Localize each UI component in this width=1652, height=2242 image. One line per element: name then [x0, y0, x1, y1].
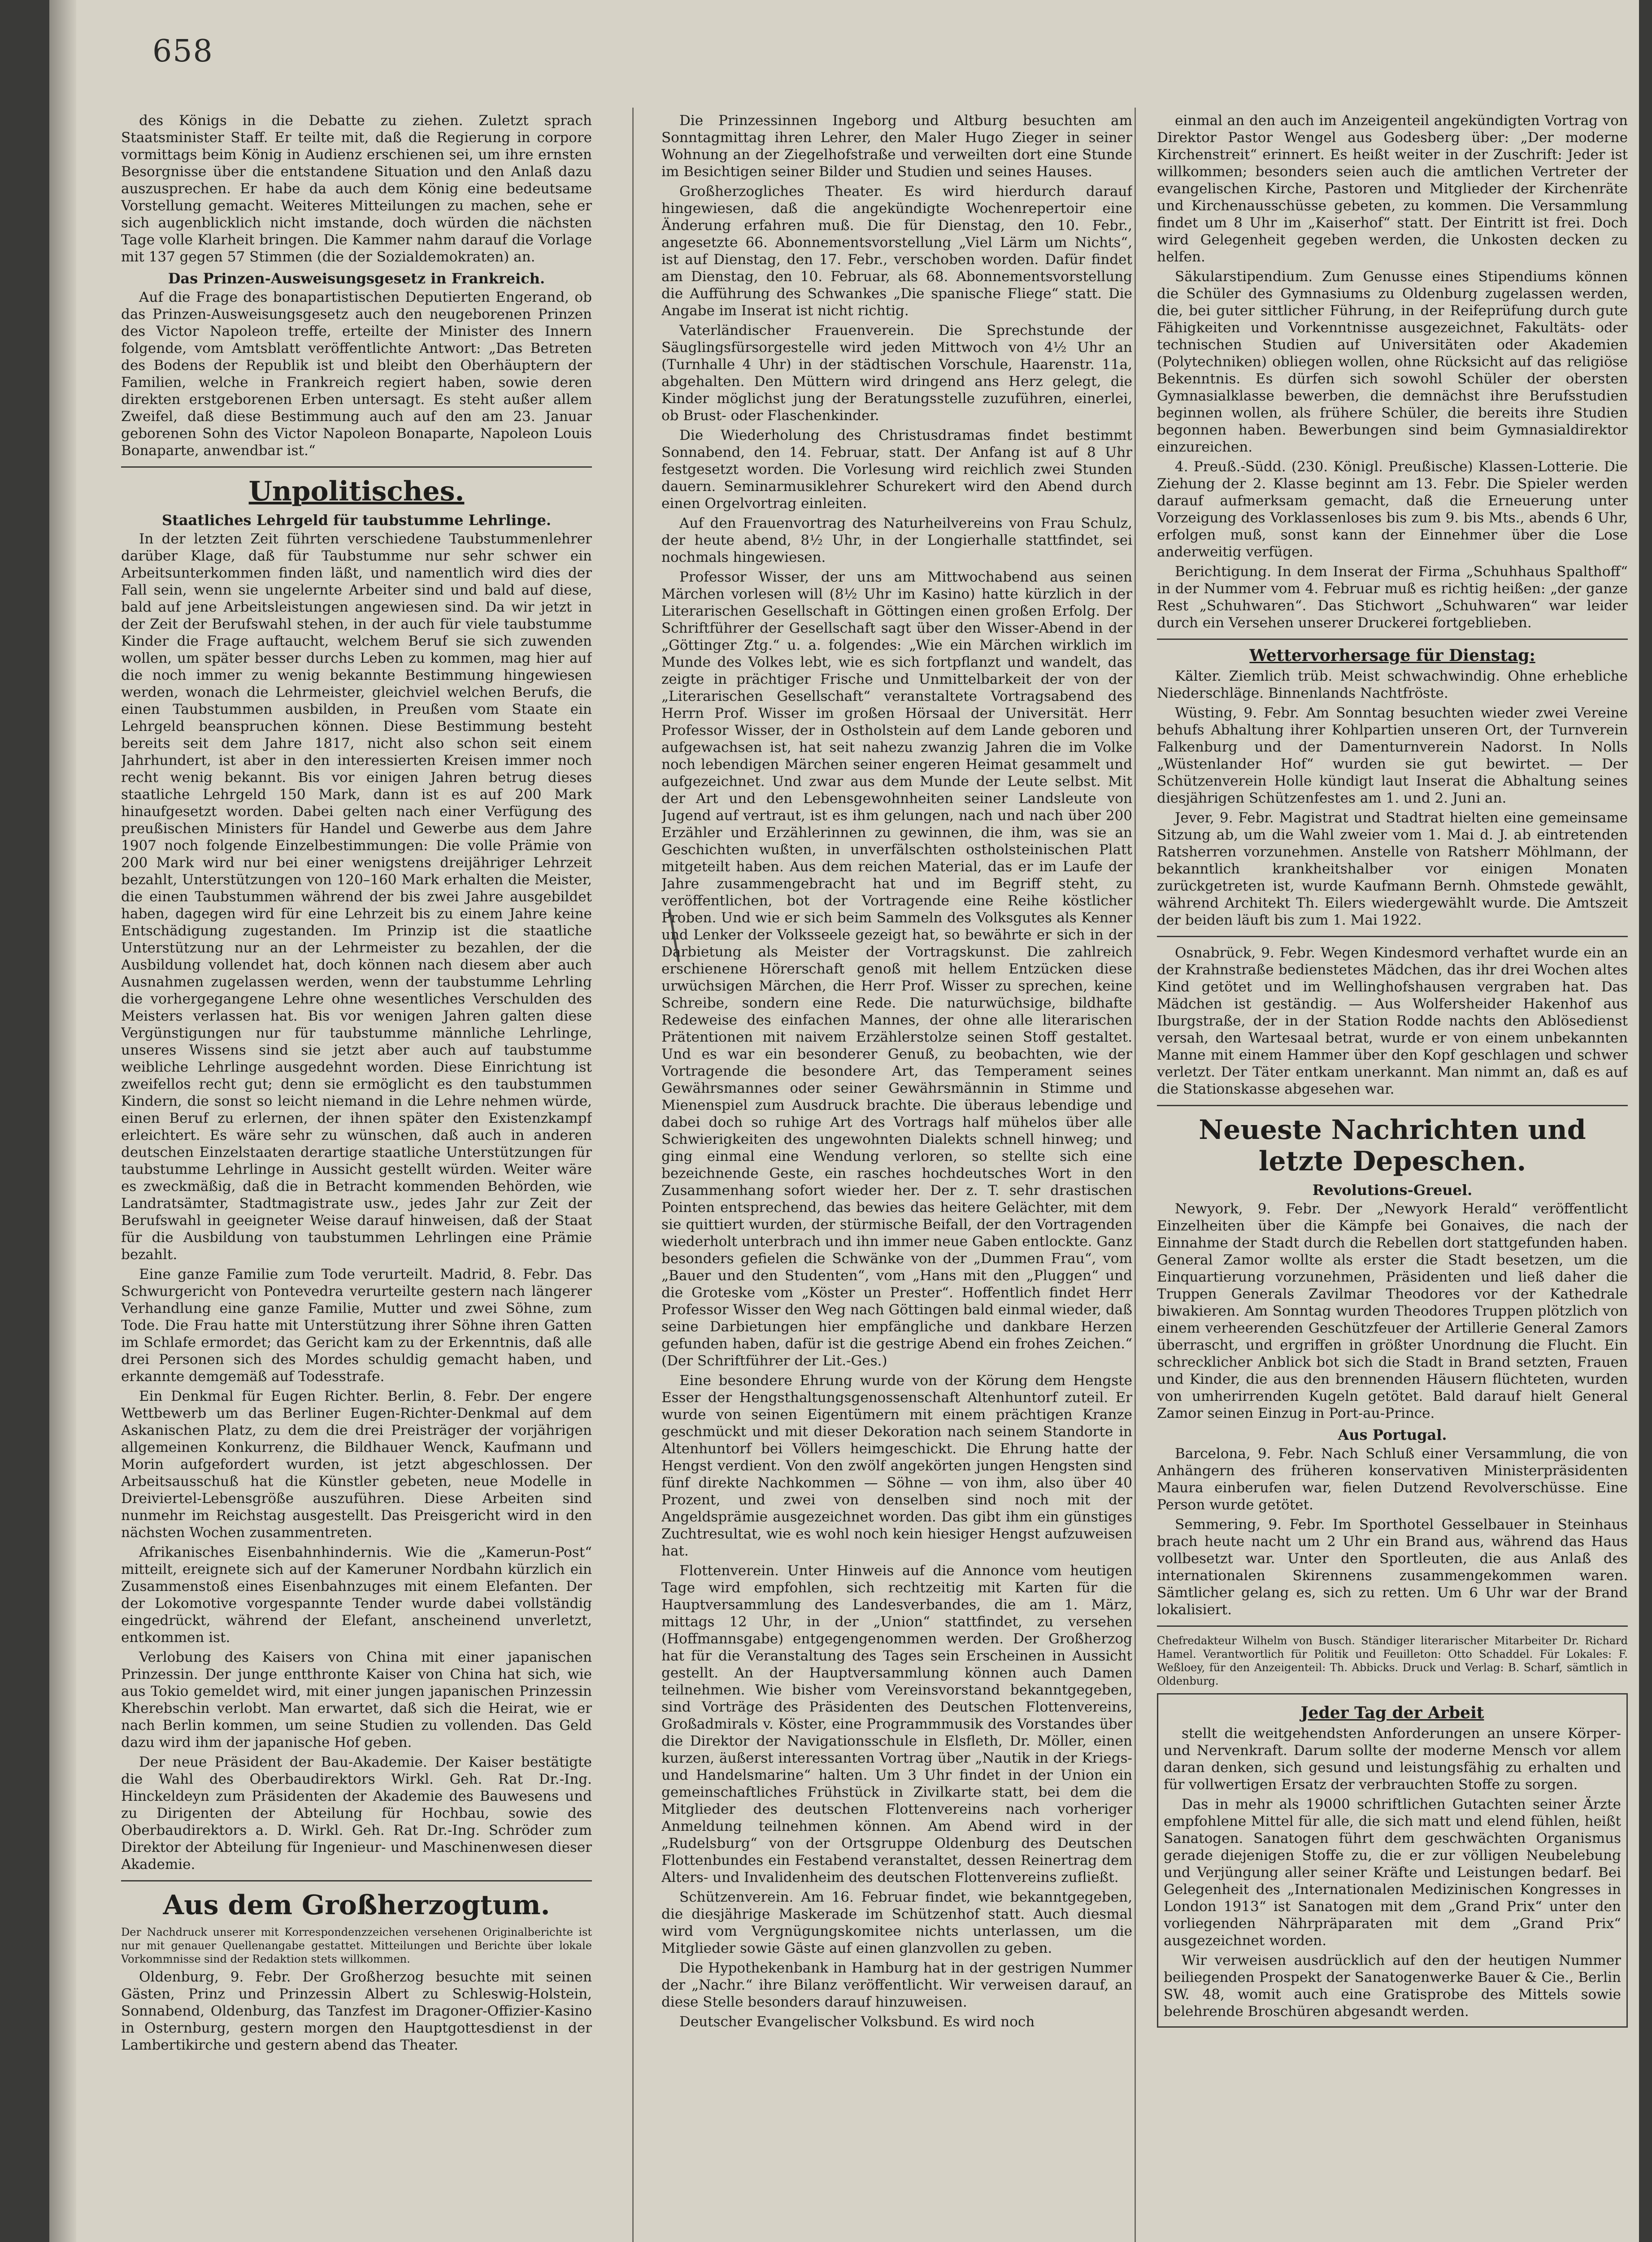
column-rule: [632, 108, 634, 2242]
advertisement-text: stellt die weitgehendsten Anforderungen an unsere Körper- und Nervenkraft. Darum sollte der moderne Mensch vor allem daran denken, sich gesund und leistungsfähig zu erhalten und für vollwertigen Ersatz der verbrauchten Stoffe zu sorgen.: [1164, 1725, 1621, 1793]
article-heading: Staatliches Lehrgeld für taubstumme Lehrlinge.: [161, 512, 551, 529]
article-paragraph: Säkularstipendium. Zum Genusse eines Stipendiums können die Schüler des Gymnasiums zu Oldenburg zugelassen werden, die, bei guter sittlicher Führung, in der Reifeprüfung durch gute Fähigkeiten und Vorkenntnisse ausgezeichnet, Fakultäts- oder technischen Studien auf Universitäten oder Akademien (Polytechniken) obliegen wollen, ohne Rücksicht auf das religiöse Bekenntnis. Es dürfen sich sowohl Schüler der obersten Gymnasialklasse bewerben, die demnächst ihre Berufsstudien beginnen wollen, als frühere Schüler, die bereits ihre Studien begonnen haben. Bewerbungen sind beim Gymnasialdirektor einzureichen.: [1157, 269, 1628, 455]
weather-forecast: Kälter. Ziemlich trüb. Meist schwachwindig. Ohne erhebliche Niederschläge. Binnenlands Nachtfröste.: [1157, 668, 1628, 701]
article-paragraph: Eine ganze Familie zum Tode verurteilt. Madrid, 8. Febr. Das Schwurgericht von Pontevedra verurteilte gestern nach längerer Verhandlung eine ganze Familie, Mutter und zwei Söhne, zum Tode. Die Frau hatte mit Unterstützung ihrer Söhne ihren Gatten im Schlafe ermordet; das Gericht kam zu der Erkenntnis, daß alle drei Personen sich des Mordes schuldig gemacht haben, und erkannte demgemäß auf Todesstrafe.: [121, 1266, 592, 1385]
article-paragraph: Flottenverein. Unter Hinweis auf die Annonce vom heutigen Tage wird empfohlen, sich rechtzeitig mit Karten für die Hauptversammlung des Landesverbandes, die am 1. März, mittags 12 Uhr, in der „Union“ stattfindet, zu versehen (Hoffmannsgabe) entgegengenommen werden. Der Großherzog hat für die Veranstaltung des Tages sein Erscheinen in Aussicht gestellt. An der Hauptversammlung können auch Damen teilnehmen. Wie bisher vom Vereinsvorstand bekanntgegeben, sind Vorträge des Präsidenten des Deutschen Flottenvereins, Großadmirals v. Köster, eine Programmmusik des Vorstandes über die Direktor der Navigationsschule in Elsfleth, Dr. Möller, einen kurzen, äußerst interessanten Vortrag über „Nautik in der Kriegs- und Handelsmarine“ halten. Um 3 Uhr findet in der Union ein gemeinschaftliches Frühstück in Zivilkarte statt, bei dem die Mitglieder des deutschen Flottenvereins nach vorheriger Anmeldung teilnehmen können. Am Abend wird in der „Rudelsburg“ von der Ortsgruppe Oldenburg des Deutschen Flottenbundes ein Festabend veranstaltet, dessen Reinertrag dem Alters- und Invalidenheim des deutschen Flottenvereins zufließt.: [661, 1563, 1132, 1886]
article-paragraph: Semmering, 9. Febr. Im Sporthotel Gesselbauer in Steinhaus brach heute nacht um 2 Uhr ein Brand aus, während das Haus vollbesetzt war. Unter den Sportleuten, die aus Anlaß des internationalen Skirennens zusammengekommen waren. Sämtlicher gelang es, sich zu retten. Um 6 Uhr war der Brand lokalisiert.: [1157, 1516, 1628, 1618]
article-paragraph: Die Hypothekenbank in Hamburg hat in der gestrigen Nummer der „Nachr.“ ihre Bilanz veröffentlicht. Wir verweisen darauf, an diese Stelle besonders darauf hinzuweisen.: [661, 1960, 1132, 2010]
article-paragraph: Vaterländischer Frauenverein. Die Sprechstunde der Säuglingsfürsorgestelle wird jeden Mittwoch von 4½ Uhr an (Turnhalle 4 Uhr) in der städtischen Vorschule, Haarenstr. 11a, abgehalten. Den Müttern wird dringend ans Herz gelegt, die Kinder möglichst jung der Beratungsstelle zuzuführen, einerlei, ob Brust- oder Flaschenkinder.: [661, 322, 1132, 424]
divider: [1157, 936, 1628, 937]
article-paragraph: einmal an den auch im Anzeigenteil angekündigten Vortrag von Direktor Pastor Wengel aus Godesberg über: „Der moderne Kirchenstreit“ erinnert. Es heißt weiter in der Zuschrift: Jeder ist willkommen; besonders seien auch die amtlichen Vertreter der evangelischen Kirche, Pastoren und Mitglieder der Kirchenräte und Kirchenausschüsse gebeten, zu kommen. Die Versammlung findet um 8 Uhr im „Kaiserhof“ statt. Der Eintritt ist frei. Doch wird Gelegenheit gegeben werden, die Unkosten decken zu helfen.: [1157, 113, 1628, 265]
article-paragraph: Jever, 9. Febr. Magistrat und Stadtrat hielten eine gemeinsame Sitzung ab, um die Wahl zweier vom 1. Mai d. J. ab eintretenden Ratsherren vorzunehmen. Anstelle von Ratsherr Möhlmann, der bekanntlich krankheitshalber vor einigen Monaten zurückgetreten ist, wurde Kaufmann Bernh. Ohmstede gewählt, während Architekt Th. Eilers wiedergewählt wurde. Die Amtszeit der beiden läuft bis zum 1. Mai 1922.: [1157, 810, 1628, 928]
divider: [121, 1880, 592, 1881]
editorial-note: Der Nachdruck unserer mit Korrespondenzzeichen versehenen Originalberichte ist nur mit genauer Quellenangabe gestattet. Mitteilungen und Berichte über lokale Vorkommnisse sind der Redaktion stets willkommen.: [121, 1926, 592, 1965]
column-2: [661, 112, 1132, 2242]
binding-gutter: [49, 0, 76, 2242]
article-heading: Aus Portugal.: [1338, 1426, 1447, 1443]
article-paragraph: 4. Preuß.-Südd. (230. Königl. Preußische) Klassen-Lotterie. Die Ziehung der 2. Klasse beginnt am 13. Febr. Die Spieler werden darauf aufmerksam gemacht, daß die Erneuerung unter Vorzeigung des Vorklassenloses bis zum 9. bis Mts., abends 6 Uhr, erfolgen muß, sonst kann der Einnehmer über die Lose anderweitig verfügen.: [1157, 459, 1628, 560]
divider: [121, 466, 592, 468]
article-paragraph: des Königs in die Debatte zu ziehen. Zuletzt sprach Staatsminister Staff. Er teilte mit, daß die Regierung in corpore vormittags beim König in Audienz erschienen sei, um ihre ernsten Besorgnisse über die entstandene Situation und den Anlaß dazu auszusprechen. Er habe da auch dem König eine bedeutsame Vorstellung gemacht. Weiteres Mitteilungen zu machen, sehe er sich augenblicklich nicht imstande, doch würden die nächsten Tage volle Klarheit bringen. Die Kammer nahm darauf die Vorlage mit 137 gegen 57 Stimmen (die der Sozialdemokraten) an.: [121, 113, 592, 265]
article-heading: Revolutions-Greuel.: [1312, 1182, 1473, 1199]
article-paragraph: Wüsting, 9. Febr. Am Sonntag besuchten wieder zwei Vereine behufs Abhaltung ihrer Kohlpartien unseren Ort, der Turnverein Falkenburg und der Damenturnverein Nadorst. In Nolls „Wüstenlander Hof“ wurden sie gut bewirtet. — Der Schützenverein Holle kündigt laut Inserat die Abhaltung seines diesjährigen Schützenfestes am 1. und 2. Juni an.: [1157, 705, 1628, 806]
article-paragraph: Schützenverein. Am 16. Februar findet, wie bekanntgegeben, die diesjährige Maskerade im Schützenhof statt. Auch diesmal wird vom Vergnügungskomitee nichts unterlassen, um die Mitglieder sowie Gäste auf einen glanzvollen zu geben.: [661, 1889, 1132, 1956]
article-paragraph: Barcelona, 9. Febr. Nach Schluß einer Versammlung, die von Anhängern des früheren konservativen Ministerpräsidenten Maura einberufen war, fielen Dutzend Revolverschüsse. Eine Person wurde getötet.: [1157, 1446, 1628, 1513]
divider: [1157, 1105, 1628, 1106]
newspaper-page: [49, 0, 1639, 2242]
column-3: [1157, 112, 1628, 2242]
page-number: 658: [152, 34, 213, 69]
article-paragraph: Eine besondere Ehrung wurde von der Körung dem Hengste Esser der Hengsthaltungsgenossenschaft Altenhuntorf zuteil. Er wurde von seinen Eigentümern mit einem prächtigen Kranze geschmückt und mit dieser Dekoration nach seinem Standorte in Altenhuntorf bei Völlers heimgeschickt. Die Ehrung hatte der Hengst verdient. Von den zwölf angekörten jungen Hengsten sind fünf direkte Nachkommen — Söhne — von ihm, also über 40 Prozent, und zwei von denselben sind noch mit der Angeldsprämie ausgezeichnet worden. Das gibt ihm ein günstiges Zuchtresultat, wie es wohl noch kein hiesiger Hengst aufzuweisen hat.: [661, 1373, 1132, 1559]
article-paragraph: Osnabrück, 9. Febr. Wegen Kindesmord verhaftet wurde ein an der Krahnstraße bedienstetes Mädchen, das ihr drei Wochen altes Kind getötet und im Wellinghofshausen vergraben hat. Das Mädchen ist geständig. — Aus Wolfersheider Hakenhof aus Iburgstraße, der in der Station Rodde nachts den Ablösedienst versah, den Wartesaal betrat, wurde er von einem unbekannten Manne mit einem Hammer über den Kopf geschlagen und schwer verletzt. Der Täter entkam unerkannt. Man nimmt an, daß es auf die Stationskasse abgesehen war.: [1157, 945, 1628, 1097]
advertisement-text: Wir verweisen ausdrücklich auf den der heutigen Nummer beiliegenden Prospekt der Sanatogenwerke Bauer & Cie., Berlin SW. 48, womit auch eine Gratisprobe des Mittels sowie belehrende Broschüren abgesandt werden.: [1164, 1952, 1621, 2020]
article-paragraph: Professor Wisser, der uns am Mittwochabend aus seinen Märchen vorlesen will (8½ Uhr im Kasino) hatte kürzlich in der Literarischen Gesellschaft in Göttingen einen großen Erfolg. Der Schriftführer der Gesellschaft sagt über den Wisser-Abend in der „Göttinger Ztg.“ u. a. folgendes: „Wie ein Märchen wirklich im Munde des Volkes lebt, wie es sich fortpflanzt und wandelt, das zeigte in prächtiger Frische und Unmittelbarkeit der von der „Literarischen Gesellschaft“ veranstaltete Vortragsabend des Herrn Prof. Wisser im großen Hörsaal der Universität. Herr Professor Wisser, der in Ostholstein auf dem Lande geboren und aufgewachsen ist, hat seit nahezu zwanzig Jahren die im Volke noch lebendigen Märchen seiner engeren Heimat gesammelt und aufgezeichnet. Und zwar aus dem Munde der Leute selbst. Mit der Art und den Lebensgewohnheiten seiner Landsleute von Jugend auf vertraut, ist es ihm gelungen, nach und nach über 200 Erzähler und Erzählerinnen zu gewinnen, die ihm, was sie an Geschichten wußten, in unverfälschten ostholsteinischen Platt mitgeteilt haben. Aus dem reichen Material, das er im Laufe der Jahre zusammengebracht hat und im Begriff steht, zu veröffentlichen, bot der Vortragende eine Reihe köstlicher Proben. Und wie er sich beim Sammeln des Volksgutes als Kenner und Lenker der Volksseele gezeigt hat, so bewährte er sich in der Darbietung als Meister der Vortragskunst. Die zahlreich erschienene Hörerschaft genoß mit hellem Entzücken diese urwüchsigen Märchen, die Herr Prof. Wisser zu sprechen, keine Schreibe, sondern eine Rede. Die naturwüchsige, bildhafte Redeweise des einfachen Mannes, der ohne alle literarischen Prätentionen mit naivem Erzählerstolze seinen Stoff gestaltet. Und es war ein besonderer Genuß, zu beobachten, wie der Vortragende die besondere Art, das Temperament seines Gewährsmannes oder seiner Gewährsmännin in Stimme und Mienenspiel zum Ausdruck brachte. Die überaus lebendige und dabei doch so ruhige Art des Vortrags half mühelos über alle Schwierigkeiten des ungewohnten Dialekts schnell hinweg; und ging einmal eine Wendung verloren, so stellte sich eine bezeichnende Geste, ein rasches hochdeutsches Wort in den Zusammenhang sofort wieder her. Der z. T. sehr drastischen Pointen entsprechend, das bewies das heitere Gelächter, mit dem sie quittiert wurden, der stürmische Beifall, der den Vortragenden wiederholt unterbrach und ihn immer neue Gaben entlockte. Ganz besonders gefielen die Schwänke von der „Dummen Frau“, vom „Bauer und den Studenten“, vom „Hans mit den „Pluggen“ und die Groteske vom „Köster un Prester“. Hoffentlich findet Herr Professor Wisser den Weg nach Göttingen bald einmal wieder, daß seine Darbietungen hier empfängliche und dankbare Herzen gefunden haben, dafür ist die gestrige Abend ein frohes Zeichen.“ (Der Schriftführer der Lit.-Ges.): [661, 569, 1132, 1369]
weather-heading: Wettervorhersage für Dienstag:: [1249, 646, 1535, 665]
section-heading: Neueste Nachrichten und letzte Depeschen.: [1199, 1114, 1586, 1177]
article-paragraph: Auf den Frauenvortrag des Naturheilvereins von Frau Schulz, der heute abend, 8½ Uhr, in der Longierhalle stattfindet, sei nochmals hingewiesen.: [661, 515, 1132, 565]
article-paragraph: Oldenburg, 9. Febr. Der Großherzog besuchte mit seinen Gästen, Prinz und Prinzessin Albert zu Schleswig-Holstein, Sonnabend, Oldenburg, das Tanzfest im Dragoner-Offizier-Kasino in Osternburg, gestern morgen den Hauptgottesdienst in der Lambertikirche und gestern abend das Theater.: [121, 1969, 592, 2053]
imprint: Chefredakteur Wilhelm von Busch. Ständiger literarischer Mitarbeiter Dr. Richard Hamel. Verantwortlich für Politik und Feuilleton: Otto Schaddel. Für Lokales: F. Weßloey, für den Anzeigenteil: Th. Abbicks. Druck und Verlag: B. Scharf, sämtlich in Oldenburg.: [1157, 1634, 1628, 1687]
advertisement-box: [1157, 1693, 1628, 2028]
column-rule: [1135, 108, 1136, 2242]
article-paragraph: Auf die Frage des bonapartistischen Deputierten Engerand, ob das Prinzen-Ausweisungsgesetz auch den neugeborenen Prinzen des Victor Napoleon treffe, erteilte der Minister des Innern folgende, vom Amtsblatt veröffentlichte Antwort: „Das Betreten des Bodens der Republik ist und bleibt den Oberhäuptern der Familien, welche in Frankreich regiert haben, sowie deren direkten erstgeborenen Erben untersagt. Es steht außer allem Zweifel, daß diese Bestimmung auch auf den am 23. Januar geborenen Sohn des Victor Napoleon Bonaparte, Napoleon Louis Bonaparte, anwendbar ist.“: [121, 289, 592, 459]
article-paragraph: Newyork, 9. Febr. Der „Newyork Herald“ veröffentlicht Einzelheiten über die Kämpfe bei Gonaives, die nach der Einnahme der Stadt durch die Rebellen dort stattgefunden haben. General Zamor wollte als erster die Stadt besetzen, um die Einquartierung vorzunehmen, Präsidenten und ließ daher die Truppen Generals Zavilmar Theodores vor der Kathedrale biwakieren. Am Sonntag wurden Theodores Truppen plötzlich von einem verheerenden Geschützfeuer der Artillerie General Zamors überrascht, und ergriffen in größter Unordnung die Flucht. Ein schrecklicher Anblick bot sich die Stadt in Brand setzten, Frauen und Kinder, die aus den brennenden Häusern flüchteten, wurden von umherirrenden Kugeln getötet. Bald darauf hielt General Zamor seinen Einzug in Port-au-Prince.: [1157, 1201, 1628, 1421]
divider: [1157, 1625, 1628, 1627]
divider: [1157, 639, 1628, 640]
article-paragraph: Deutscher Evangelischer Volksbund. Es wird noch: [679, 2014, 1035, 2030]
article-paragraph: Verlobung des Kaisers von China mit einer japanischen Prinzessin. Der junge entthronte Kaiser von China hat sich, wie aus Tokio gemeldet wird, mit einer jungen japanischen Prinzessin Kherebschin verlobt. Man erwartet, daß sich die Heirat, wie er nach Berlin kommen, um seine Studien zu vollenden. Das Geld dazu wird ihm der japanische Hof geben.: [121, 1649, 592, 1751]
column-1: [121, 112, 592, 2242]
section-heading: Aus dem Großherzogtum.: [163, 1890, 550, 1921]
article-paragraph: Die Wiederholung des Christusdramas findet bestimmt Sonnabend, den 14. Februar, statt. Der Anfang ist auf 8 Uhr festgesetzt worden. Die Vorlesung wird reichlich zwei Stunden dauern. Seminarmusiklehrer Schurekert wird den Abend durch einen Orgelvortrag einleiten.: [661, 427, 1132, 512]
article-paragraph: Der neue Präsident der Bau-Akademie. Der Kaiser bestätigte die Wahl des Oberbaudirektors Wirkl. Geh. Rat Dr.-Ing. Hinckeldeyn zum Präsidenten der Akademie des Bauwesens und zu Dirigenten der Abteilung für Hochbau, sowie des Oberbaudirektors a. D. Wirkl. Geh. Rat Dr.-Ing. Schröder zum Direktor der Abteilung für Ingenieur- und Maschinenwesen dieser Akademie.: [121, 1754, 592, 1873]
article-heading: Das Prinzen-Ausweisungsgesetz in Frankreich.: [168, 270, 545, 287]
section-heading: Unpolitisches.: [248, 476, 465, 507]
advertisement-heading: Jeder Tag der Arbeit: [1300, 1703, 1484, 1722]
article-paragraph: Afrikanisches Eisenbahnhindernis. Wie die „Kamerun-Post“ mitteilt, ereignete sich auf der Kameruner Nordbahn kürzlich ein Zusammenstoß eines Eisenbahnzuges mit einem Elefanten. Der der Lokomotive vorgespannte Tender wurde dabei vollständig eingedrückt, während der Elefant, anscheinend unverletzt, entkommen ist.: [121, 1544, 592, 1646]
article-paragraph: Ein Denkmal für Eugen Richter. Berlin, 8. Febr. Der engere Wettbewerb um das Berliner Eugen-Richter-Denkmal auf dem Askanischen Platz, zu dem die drei Preisträger der vorjährigen allgemeinen Konkurrenz, die Bildhauer Wenck, Kaufmann und Morin aufgefordert wurden, ist jetzt abgeschlossen. Der Arbeitsausschuß hat die Künstler gebeten, neue Modelle in Dreiviertel-Lebensgröße auszuführen. Diese Arbeiten sind nunmehr im Reichstag ausgestellt. Das Preisgericht wird in den nächsten Wochen zusammentreten.: [121, 1388, 592, 1541]
article-paragraph: Großherzogliches Theater. Es wird hierdurch darauf hingewiesen, daß die angekündigte Wochenrepertoir eine Änderung erfahren muß. Die für Dienstag, den 10. Febr., angesetzte 66. Abonnementsvorstellung „Viel Lärm um Nichts“, ist auf Dienstag, den 17. Febr., verschoben worden. Dafür findet am Dienstag, den 10. Februar, als 68. Abonnementsvorstellung die Aufführung des Schwankes „Die spanische Fliege“ statt. Die Angabe im Inserat ist nicht richtig.: [661, 183, 1132, 319]
advertisement-text: Das in mehr als 19000 schriftlichen Gutachten seiner Ärzte empfohlene Mittel für alle, die sich matt und elend fühlen, heißt Sanatogen. Sanatogen führt dem geschwächten Organismus gerade diejenigen Stoffe zu, die er zur völligen Neubelebung und Verjüngung aller seiner Kräfte und Leistungen bedarf. Bei Gelegenheit des „Internationalen Medizinischen Kongresses in London 1913“ ist Sanatogen mit dem „Grand Prix“ unter den vorliegenden Nährpräparaten mit dem „Grand Prix“ ausgezeichnet worden.: [1164, 1796, 1621, 1949]
article-paragraph: Berichtigung. In dem Inserat der Firma „Schuhhaus Spalthoff“ in der Nummer vom 4. Februar muß es richtig heißen: „der ganze Rest „Schuhwaren“. Das Stichwort „Schuhwaren“ war leider durch ein Versehen unserer Druckerei fortgeblieben.: [1157, 564, 1628, 631]
article-paragraph: In der letzten Zeit führten verschiedene Taubstummenlehrer darüber Klage, daß für Taubstumme nur sehr schwer ein Arbeitsunterkommen finden läßt, und namentlich wird dies der Fall sein, wenn sie ungelernte Arbeiter sind und bald auf diese, bald auf jene Arbeitsleistungen angewiesen sind. Da wir jetzt in der Zeit der Berufswahl stehen, in der auch für viele taubstumme Kinder die Frage auftaucht, welchem Beruf sie sich zuwenden wollen, um später besser durchs Leben zu kommen, mag hier auf die noch immer zu wenig bekannte Bestimmung hingewiesen werden, wonach die Lehrmeister, gleichviel welchen Berufs, die einen Taubstummen ausbilden, in Preußen vom Staate ein Lehrgeld beanspruchen können. Diese Bestimmung besteht bereits seit dem Jahre 1817, nicht also schon seit einem Jahrhundert, ist aber in den interessierten Kreisen immer noch recht wenig bekannt. Bis vor einigen Jahren betrug dieses staatliche Lehrgeld 150 Mark, dann ist es auf 200 Mark hinaufgesetzt worden. Dabei gelten nach einer Verfügung des preußischen Ministers für Handel und Gewerbe aus dem Jahre 1907 noch folgende Einzelbestimmungen: Die volle Prämie von 200 Mark wird nur bei einer wenigstens dreijähriger Lehrzeit bezahlt, Unterstützungen von 120–160 Mark erhalten die Meister, die einen Taubstummen während der bis zwei Jahre ausgebildet haben, dagegen wird für eine Lehrzeit bis zu einem Jahre keine Entschädigung zugestanden. Im Prinzip ist die staatliche Unterstützung nur an der Lehrmeister zu bezahlen, der die Ausbildung vollendet hat, doch können nach diesem aber auch Ausnahmen zugelassen werden, wenn der taubstumme Lehrling die vorhergegangene Lehre ohne wesentliches Verschulden des Meisters verlassen hat. Bis vor wenigen Jahren galten diese Vergünstigungen nur für taubstumme männliche Lehrlinge, unseres Wissens sind sie jetzt aber auch auf taubstumme weibliche Lehrlinge ausgedehnt worden. Diese Einrichtung ist zweifellos recht gut; denn sie ermöglicht es den taubstummen Kindern, die sonst so leicht niemand in die Lehre nehmen würde, einen Beruf zu erlernen, der ihnen später den Existenzkampf erleichtert. Es wäre sehr zu wünschen, daß auch in anderen deutschen Einzelstaaten derartige staatliche Unterstützungen für taubstumme Lehrlinge in Aussicht gestellt würden. Weiter wäre es zweckmäßig, daß die in Betracht kommenden Behörden, wie Landratsämter, Stadtmagistrate usw., jedes Jahr zur Zeit der Berufswahl in geeigneter Weise darauf hinweisen, daß der Staat für die Ausbildung von taubstummen Lehrlingen eine Prämie bezahlt.: [121, 531, 592, 1263]
article-paragraph: Die Prinzessinnen Ingeborg und Altburg besuchten am Sonntagmittag ihren Lehrer, den Maler Hugo Zieger in seiner Wohnung an der Ziegelhofstraße und verweilten dort eine Stunde im Besichtigen seiner Bilder und Studien und seines Hauses.: [661, 113, 1132, 180]
